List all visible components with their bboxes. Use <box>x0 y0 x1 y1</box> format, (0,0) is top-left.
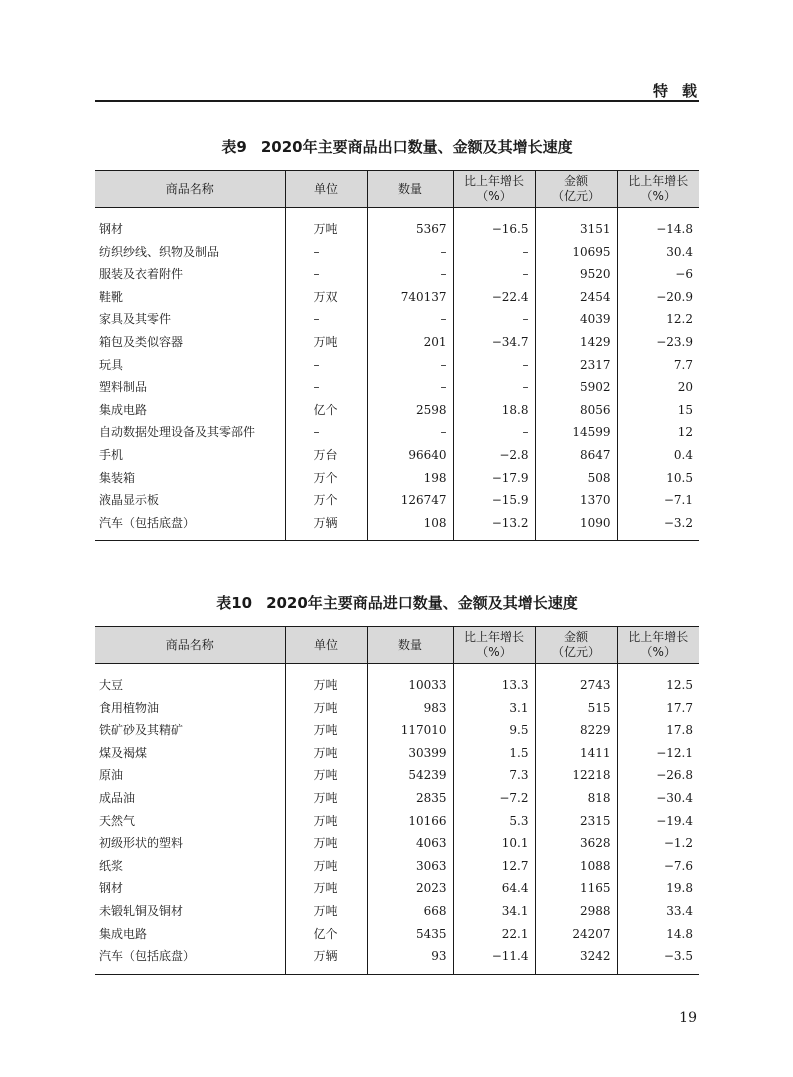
table-header-row <box>95 627 699 664</box>
table-row <box>95 218 699 241</box>
quantity-cell: 198 <box>367 467 453 490</box>
quantity-growth-cell: 22.1 <box>453 923 535 946</box>
value-growth-cell: −3.5 <box>617 945 699 968</box>
product-name-cell: 钢材 <box>99 881 124 896</box>
quantity-growth-cell: 5.3 <box>453 810 535 833</box>
value-growth-cell: −7.6 <box>617 855 699 878</box>
quantity-growth-cell: – <box>453 241 535 264</box>
unit-cell: 万双 <box>285 286 367 309</box>
unit-cell: 亿个 <box>285 399 367 422</box>
quantity-growth-cell: 34.1 <box>453 900 535 923</box>
col-product-name-header: 商品名称 <box>95 627 285 664</box>
value-growth-cell: 17.7 <box>617 697 699 720</box>
value-cell: 515 <box>535 697 617 720</box>
value-cell: 1165 <box>535 877 617 900</box>
value-growth-cell: 19.8 <box>617 877 699 900</box>
unit-cell: 万辆 <box>285 512 367 535</box>
col-value-header: 金额 （亿元） <box>535 627 617 664</box>
unit-cell: 万吨 <box>285 674 367 697</box>
product-name-cell: 天然气 <box>99 813 136 828</box>
header-rule <box>95 100 699 102</box>
quantity-growth-cell: −13.2 <box>453 512 535 535</box>
spacer-row <box>95 208 699 219</box>
unit-cell: 万吨 <box>285 697 367 720</box>
unit-cell: 万吨 <box>285 787 367 810</box>
unit-cell: 万吨 <box>285 900 367 923</box>
col-value-header: 金额 （亿元） <box>535 171 617 208</box>
value-growth-cell: 12.2 <box>617 308 699 331</box>
quantity-cell: 2598 <box>367 399 453 422</box>
unit-cell: – <box>285 421 367 444</box>
unit-cell: 万个 <box>285 467 367 490</box>
table-row <box>95 855 699 878</box>
table-row <box>95 399 699 422</box>
product-name-cell: 铁矿砂及其精矿 <box>99 723 184 738</box>
unit-cell: – <box>285 376 367 399</box>
value-growth-cell: 12.5 <box>617 674 699 697</box>
table-row <box>95 308 699 331</box>
value-cell: 9520 <box>535 263 617 286</box>
unit-cell: – <box>285 308 367 331</box>
table-row <box>95 787 699 810</box>
value-cell: 24207 <box>535 923 617 946</box>
value-growth-cell: 15 <box>617 399 699 422</box>
quantity-growth-cell: – <box>453 308 535 331</box>
table-row <box>95 832 699 855</box>
value-growth-cell: −14.8 <box>617 218 699 241</box>
import-table <box>95 626 699 975</box>
product-name-cell: 玩具 <box>99 357 124 372</box>
quantity-cell: 668 <box>367 900 453 923</box>
value-growth-cell: 30.4 <box>617 241 699 264</box>
unit-cell: 万个 <box>285 489 367 512</box>
unit-cell: 万吨 <box>285 218 367 241</box>
spacer-row <box>95 664 699 675</box>
value-growth-cell: −30.4 <box>617 787 699 810</box>
value-growth-cell: 33.4 <box>617 900 699 923</box>
quantity-cell: – <box>367 421 453 444</box>
product-name-cell: 集成电路 <box>99 926 148 941</box>
unit-cell: 万吨 <box>285 719 367 742</box>
quantity-growth-cell: – <box>453 263 535 286</box>
value-cell: 2988 <box>535 900 617 923</box>
product-name-cell: 成品油 <box>99 790 136 805</box>
unit-cell: 万吨 <box>285 764 367 787</box>
unit-cell: 万辆 <box>285 945 367 968</box>
table-row <box>95 421 699 444</box>
value-cell: 508 <box>535 467 617 490</box>
product-name-cell: 大豆 <box>99 678 124 692</box>
quantity-cell: 108 <box>367 512 453 535</box>
product-name-cell: 未锻轧铜及铜材 <box>99 903 184 918</box>
product-name-cell: 原油 <box>99 768 124 783</box>
value-growth-cell: −26.8 <box>617 764 699 787</box>
quantity-cell: 30399 <box>367 742 453 765</box>
table-row <box>95 376 699 399</box>
table-10-caption: 2020年主要商品进口数量、金额及其增长速度 <box>266 594 578 612</box>
value-cell: 3151 <box>535 218 617 241</box>
value-cell: 8647 <box>535 444 617 467</box>
table-row <box>95 489 699 512</box>
value-cell: 818 <box>535 787 617 810</box>
col-product-name-header: 商品名称 <box>95 171 285 208</box>
product-name-cell: 初级形状的塑料 <box>99 836 184 851</box>
quantity-growth-cell: 64.4 <box>453 877 535 900</box>
unit-cell: 万吨 <box>285 810 367 833</box>
value-growth-cell: −19.4 <box>617 810 699 833</box>
quantity-growth-cell: 13.3 <box>453 674 535 697</box>
quantity-cell: 5367 <box>367 218 453 241</box>
table-row <box>95 444 699 467</box>
quantity-cell: 983 <box>367 697 453 720</box>
table-row <box>95 719 699 742</box>
value-growth-cell: 0.4 <box>617 444 699 467</box>
value-cell: 3628 <box>535 832 617 855</box>
table-row <box>95 263 699 286</box>
value-cell: 2743 <box>535 674 617 697</box>
table-row <box>95 331 699 354</box>
quantity-growth-cell: 10.1 <box>453 832 535 855</box>
table-row <box>95 697 699 720</box>
unit-cell: 亿个 <box>285 923 367 946</box>
quantity-cell: 2023 <box>367 877 453 900</box>
value-cell: 5902 <box>535 376 617 399</box>
value-growth-cell: −1.2 <box>617 832 699 855</box>
col-unit-header: 单位 <box>285 171 367 208</box>
table-row <box>95 810 699 833</box>
table-row <box>95 764 699 787</box>
product-name-cell: 汽车（包括底盘） <box>99 515 196 530</box>
col-value-growth-header: 比上年增长 （%） <box>617 171 699 208</box>
quantity-growth-cell: −22.4 <box>453 286 535 309</box>
product-name-cell: 纸浆 <box>99 858 124 873</box>
table-row <box>95 674 699 697</box>
table-row <box>95 354 699 377</box>
product-name-cell: 煤及褐煤 <box>99 745 148 760</box>
quantity-growth-cell: 1.5 <box>453 742 535 765</box>
table-9-title <box>95 137 699 157</box>
quantity-cell: – <box>367 376 453 399</box>
value-cell: 1411 <box>535 742 617 765</box>
product-name-cell: 服装及衣着附件 <box>99 267 184 282</box>
table-header-row <box>95 171 699 208</box>
value-cell: 8056 <box>535 399 617 422</box>
value-growth-cell: 7.7 <box>617 354 699 377</box>
quantity-cell: 4063 <box>367 832 453 855</box>
table-9-caption: 2020年主要商品出口数量、金额及其增长速度 <box>260 138 573 156</box>
quantity-growth-cell: −11.4 <box>453 945 535 968</box>
col-quantity-header: 数量 <box>367 627 453 664</box>
quantity-cell: – <box>367 263 453 286</box>
quantity-cell: 3063 <box>367 855 453 878</box>
table-row <box>95 241 699 264</box>
value-growth-cell: 10.5 <box>617 467 699 490</box>
quantity-growth-cell: – <box>453 376 535 399</box>
product-name-cell: 集成电路 <box>99 402 148 417</box>
unit-cell: 万吨 <box>285 742 367 765</box>
value-cell: 4039 <box>535 308 617 331</box>
product-name-cell: 塑料制品 <box>99 380 148 395</box>
product-name-cell: 汽车（包括底盘） <box>99 949 196 964</box>
quantity-cell: 117010 <box>367 719 453 742</box>
quantity-cell: 10033 <box>367 674 453 697</box>
col-unit-header: 单位 <box>285 627 367 664</box>
quantity-growth-cell: – <box>453 421 535 444</box>
product-name-cell: 家具及其零件 <box>99 312 172 327</box>
quantity-growth-cell: 12.7 <box>453 855 535 878</box>
value-cell: 10695 <box>535 241 617 264</box>
value-growth-cell: −3.2 <box>617 512 699 535</box>
value-growth-cell: 14.8 <box>617 923 699 946</box>
unit-cell: 万吨 <box>285 855 367 878</box>
quantity-growth-cell: 3.1 <box>453 697 535 720</box>
quantity-growth-cell: 18.8 <box>453 399 535 422</box>
value-cell: 8229 <box>535 719 617 742</box>
table-9-number: 表9 <box>221 138 247 156</box>
quantity-growth-cell: 7.3 <box>453 764 535 787</box>
value-growth-cell: −20.9 <box>617 286 699 309</box>
unit-cell: 万吨 <box>285 331 367 354</box>
quantity-cell: – <box>367 241 453 264</box>
product-name-cell: 鞋靴 <box>99 289 124 304</box>
quantity-cell: 740137 <box>367 286 453 309</box>
quantity-growth-cell: – <box>453 354 535 377</box>
unit-cell: 万吨 <box>285 832 367 855</box>
table-row <box>95 923 699 946</box>
unit-cell: – <box>285 263 367 286</box>
table-row <box>95 900 699 923</box>
col-quantity-growth-header: 比上年增长 （%） <box>453 627 535 664</box>
quantity-cell: 2835 <box>367 787 453 810</box>
product-name-cell: 纺织纱线、织物及制品 <box>99 244 220 259</box>
spacer-row <box>95 534 699 541</box>
quantity-cell: 5435 <box>367 923 453 946</box>
product-name-cell: 液晶显示板 <box>99 493 160 508</box>
product-name-cell: 手机 <box>99 447 124 462</box>
table-row <box>95 512 699 535</box>
quantity-growth-cell: −15.9 <box>453 489 535 512</box>
quantity-growth-cell: −16.5 <box>453 218 535 241</box>
product-name-cell: 自动数据处理设备及其零部件 <box>99 425 256 440</box>
running-header-title: 特载 <box>652 82 711 100</box>
quantity-growth-cell: −34.7 <box>453 331 535 354</box>
value-cell: 1370 <box>535 489 617 512</box>
value-growth-cell: −6 <box>617 263 699 286</box>
unit-cell: 万吨 <box>285 877 367 900</box>
unit-cell: – <box>285 241 367 264</box>
quantity-cell: – <box>367 354 453 377</box>
export-table <box>95 170 699 541</box>
quantity-cell: 201 <box>367 331 453 354</box>
value-growth-cell: 17.8 <box>617 719 699 742</box>
table-10-number: 表10 <box>216 594 253 612</box>
product-name-cell: 钢材 <box>99 222 124 236</box>
value-cell: 3242 <box>535 945 617 968</box>
value-growth-cell: −7.1 <box>617 489 699 512</box>
table-row <box>95 877 699 900</box>
product-name-cell: 箱包及类似容器 <box>99 334 184 349</box>
quantity-cell: 93 <box>367 945 453 968</box>
table-10-title <box>95 593 699 613</box>
value-growth-cell: 20 <box>617 376 699 399</box>
value-cell: 1429 <box>535 331 617 354</box>
table-row <box>95 742 699 765</box>
value-growth-cell: 12 <box>617 421 699 444</box>
page-number: 19 <box>679 1010 697 1026</box>
quantity-growth-cell: −2.8 <box>453 444 535 467</box>
value-cell: 14599 <box>535 421 617 444</box>
col-quantity-growth-header: 比上年增长 （%） <box>453 171 535 208</box>
product-name-cell: 集装箱 <box>99 470 136 485</box>
col-value-growth-header: 比上年增长 （%） <box>617 627 699 664</box>
spacer-row <box>95 968 699 975</box>
value-cell: 1088 <box>535 855 617 878</box>
table-row <box>95 467 699 490</box>
unit-cell: – <box>285 354 367 377</box>
value-cell: 2454 <box>535 286 617 309</box>
value-growth-cell: −12.1 <box>617 742 699 765</box>
quantity-growth-cell: −17.9 <box>453 467 535 490</box>
quantity-cell: 126747 <box>367 489 453 512</box>
quantity-cell: 10166 <box>367 810 453 833</box>
value-cell: 12218 <box>535 764 617 787</box>
value-growth-cell: −23.9 <box>617 331 699 354</box>
quantity-growth-cell: −7.2 <box>453 787 535 810</box>
quantity-cell: 54239 <box>367 764 453 787</box>
quantity-growth-cell: 9.5 <box>453 719 535 742</box>
table-row <box>95 945 699 968</box>
value-cell: 1090 <box>535 512 617 535</box>
product-name-cell: 食用植物油 <box>99 700 160 715</box>
value-cell: 2315 <box>535 810 617 833</box>
table-row <box>95 286 699 309</box>
quantity-cell: 96640 <box>367 444 453 467</box>
unit-cell: 万台 <box>285 444 367 467</box>
quantity-cell: – <box>367 308 453 331</box>
col-quantity-header: 数量 <box>367 171 453 208</box>
value-cell: 2317 <box>535 354 617 377</box>
